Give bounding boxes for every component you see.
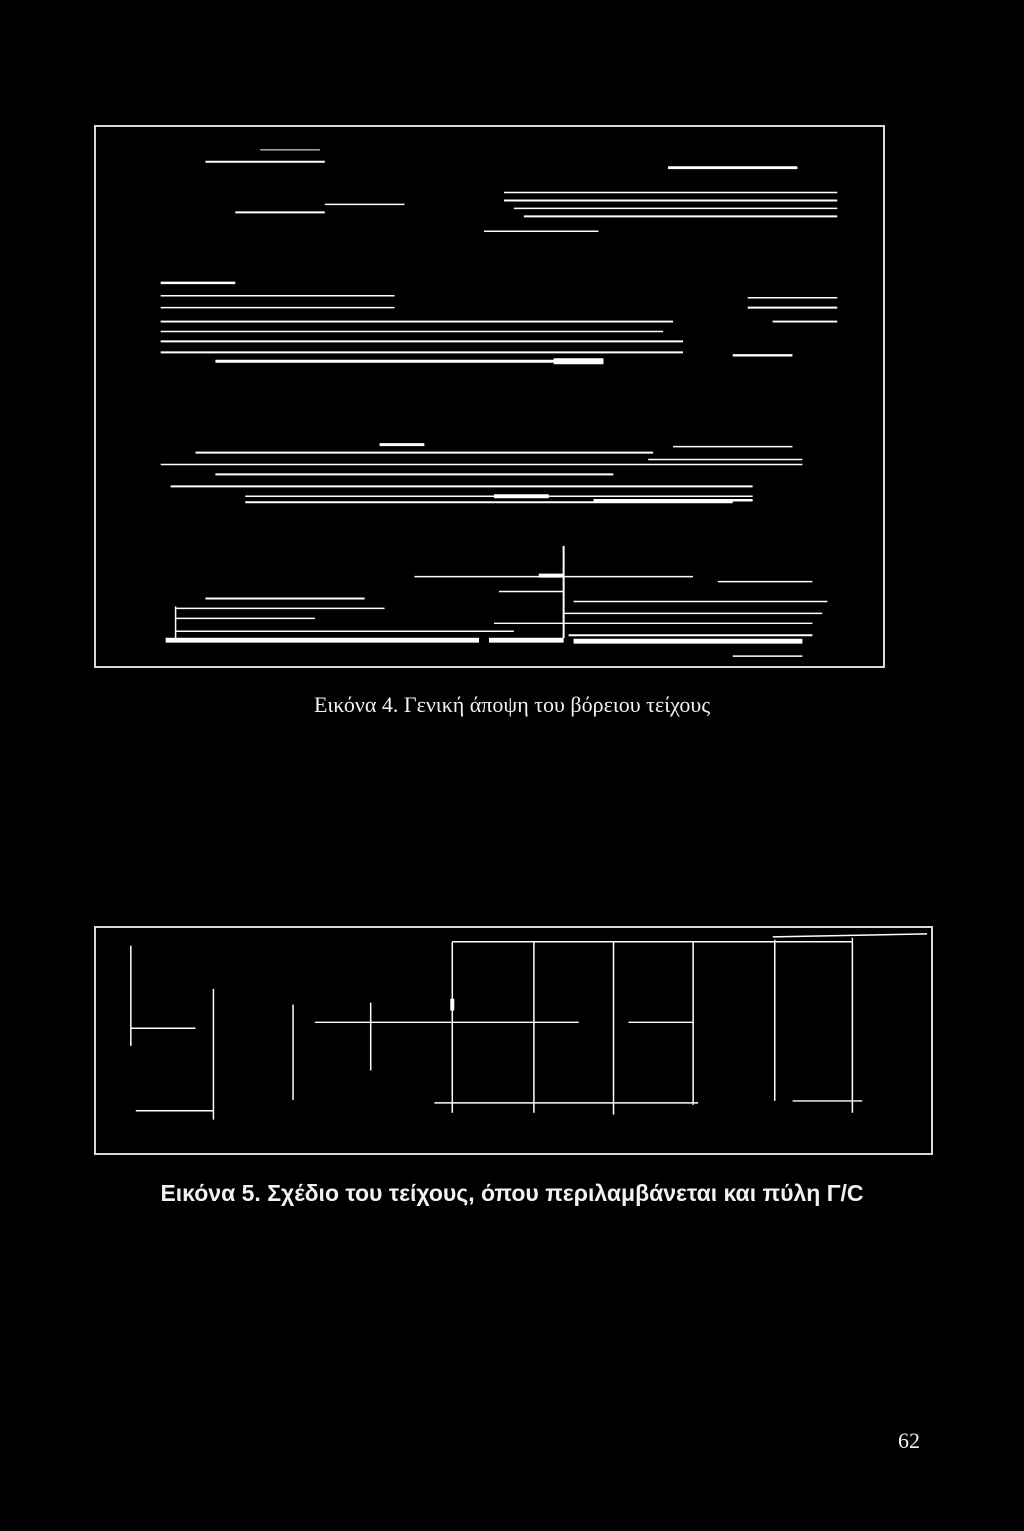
figure-4-caption: Εικόνα 4. Γενική άποψη του βόρειου τείχους <box>313 692 711 717</box>
wall-photo-drawing <box>96 127 883 666</box>
page-number: 62 <box>898 1428 920 1453</box>
figure-5-caption: Εικόνα 5. Σχέδιο του τείχους, όπου περιλαμβάνεται και πύλη Γ/C <box>160 1180 864 1206</box>
figure-4-photo <box>94 125 885 668</box>
figure-5-drawing <box>94 926 933 1155</box>
wall-plan-drawing <box>96 928 931 1153</box>
